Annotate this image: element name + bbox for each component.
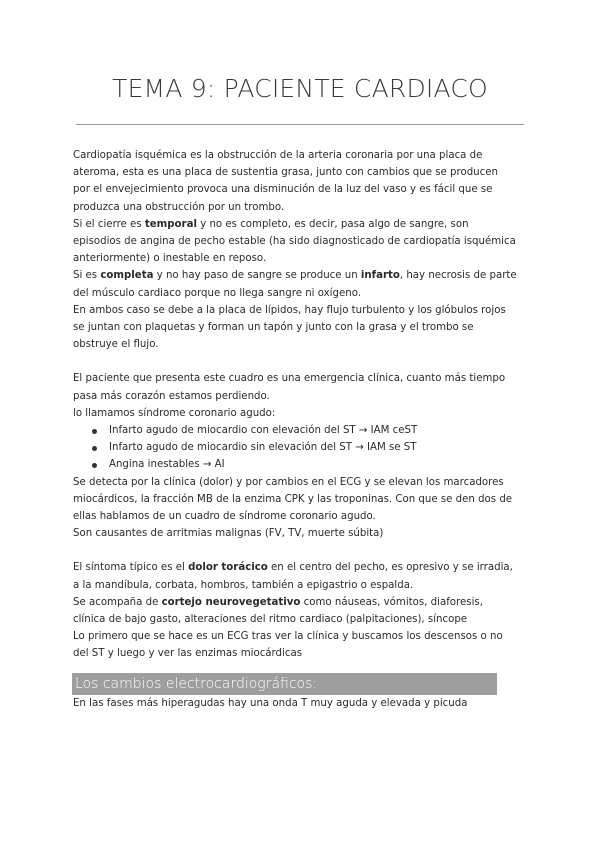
paragraph-sindrome: lo llamamos síndrome coronario agudo: <box>73 407 276 419</box>
paragraph-onda-t: En las fases más hiperagudas hay una onda T muy aguda y elevada y picuda <box>73 697 468 709</box>
section-heading: Los cambios electrocardiográficos: <box>72 673 497 695</box>
page-title: TEMA 9: PACIENTE CARDIACO <box>112 74 488 103</box>
term-temporal: temporal <box>144 218 197 230</box>
paragraph-cardiopatia: Cardiopatía isquémica es la obstrucción de la arteria coronaria por una placa de ateroma, esta es una placa de sustentia grasa, junto con cambios que se producen por el envejecimiento provoca una disminución de la luz del vaso y es fácil que se produzca una obstrucción por un trombo. <box>73 150 498 213</box>
paragraph-cortejo: Se acompaña de cortejo neurovegetativo como náuseas, vómitos, diaforesis, clínica de bajo gasto, alteraciones del ritmo cardiaco (palpitaciones), síncope <box>73 596 483 626</box>
paragraph-lipidos: En ambos caso se debe a la placa de lípidos, hay flujo turbulento y los glóbulos rojos se juntan con plaquetas y forman un tapón y junto con la grasa y el trombo se obstruye el flujo. <box>73 304 506 351</box>
paragraph-deteccion: Se detecta por la clínica (dolor) y por cambios en el ECG y se elevan los marcadores miocárdicos, la fracción MB de la enzima CPK y las troponinas. Con que se den dos de ellas hablamos de un cuadro de síndrome coronario agudo. <box>73 476 513 523</box>
paragraph-emergencia: El paciente que presenta este cuadro es una emergencia clínica, cuanto más tiempo pasa más corazón estamos perdiendo. <box>73 373 506 402</box>
list-item: Infarto agudo de miocardio sin elevación del ST → IAM se ST <box>109 439 517 456</box>
term-completa: completa <box>100 270 154 282</box>
paragraph-temporal: Si el cierre es temporal y no es completo, es decir, pasa algo de sangre, son episodios de angina de pecho estable (ha sido diagnosticado de cardiopatía isquémica anteriormente) o inestable en reposo. <box>73 218 516 265</box>
paragraph-completa: Si es completa y no hay paso de sangre se produce un infarto, hay necrosis de parte del músculo cardiaco porque no llega sangre ni oxígeno. <box>73 270 517 299</box>
paragraph-ecg: Lo primero que se hace es un ECG tras ver la clínica y buscamos los descensos o no del ST y luego y ver las enzimas miocárdicas <box>73 631 503 660</box>
syndrome-list <box>73 422 517 474</box>
paragraph-arritmias: Son causantes de arritmias malignas (FV, TV, muerte súbita) <box>73 528 384 540</box>
title-divider <box>76 124 524 125</box>
list-item: Angina inestables → AI <box>109 456 517 473</box>
term-cortejo: cortejo neurovegetativo <box>161 596 301 608</box>
term-dolor-toracico: dolor torácico <box>188 562 268 574</box>
list-item: Infarto agudo de miocardio con elevación del ST → IAM ceST <box>109 422 517 439</box>
document-body <box>73 147 517 712</box>
term-infarto: infarto <box>360 270 400 282</box>
paragraph-sintoma: El síntoma típico es el dolor torácico en el centro del pecho, es opresivo y se irradia, a la mandíbula, corbata, hombros, también a epigastrio o espalda. <box>73 562 513 591</box>
